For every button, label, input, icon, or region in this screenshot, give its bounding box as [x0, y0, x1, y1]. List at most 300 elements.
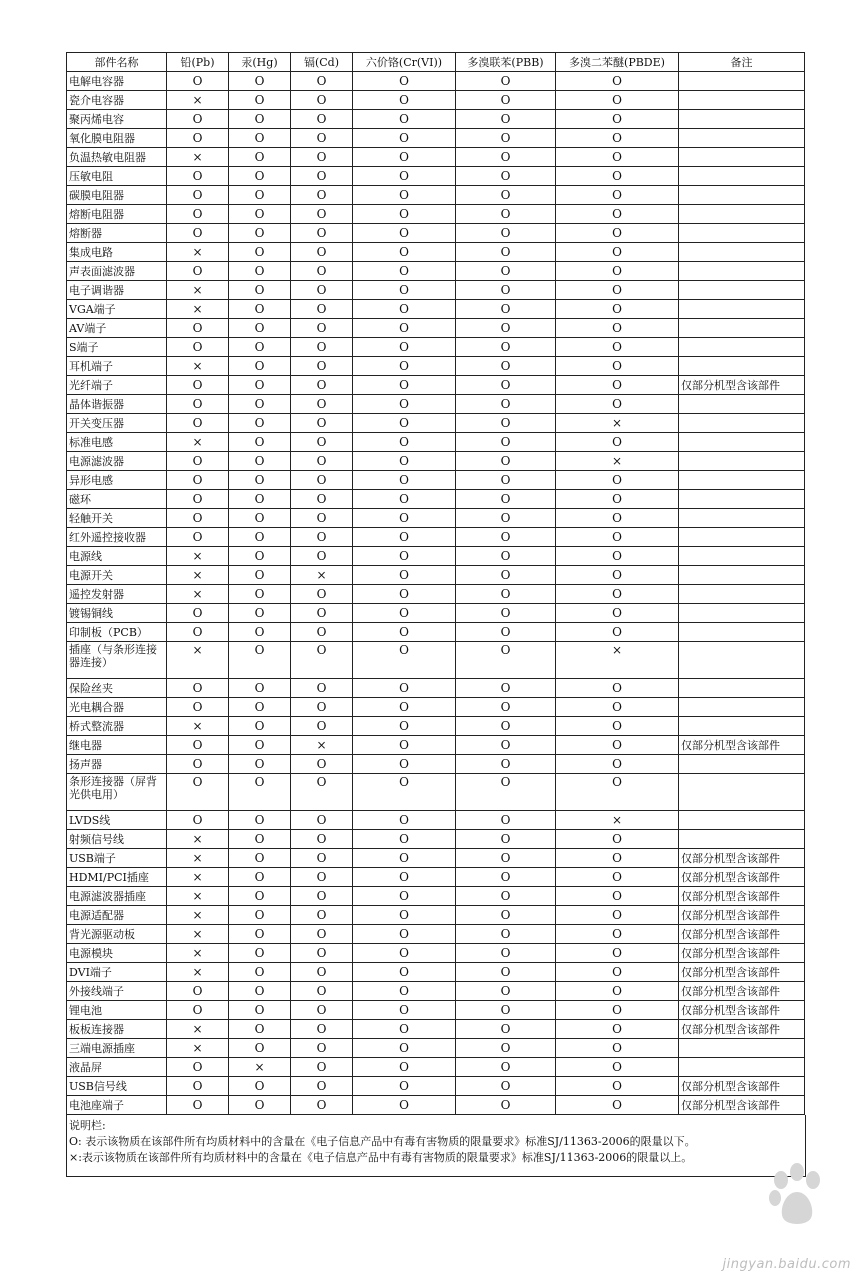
- cadmium-mark-cell: O: [291, 717, 353, 736]
- pbde-mark-cell: ×: [556, 811, 679, 830]
- remark-cell: [679, 186, 805, 205]
- mercury-mark-cell: O: [229, 623, 291, 642]
- pbb-mark-cell: O: [456, 849, 556, 868]
- lead-mark-cell: ×: [167, 300, 229, 319]
- pbde-mark-cell: O: [556, 433, 679, 452]
- lead-mark-cell: ×: [167, 925, 229, 944]
- pbb-mark-cell: O: [456, 433, 556, 452]
- hexavalent-chromium-mark-cell: O: [353, 148, 456, 167]
- pbb-mark-cell: O: [456, 1058, 556, 1077]
- cadmium-mark-cell: O: [291, 887, 353, 906]
- hexavalent-chromium-mark-cell: O: [353, 679, 456, 698]
- hexavalent-chromium-mark-cell: O: [353, 281, 456, 300]
- part-name-cell: USB信号线: [67, 1077, 167, 1096]
- hexavalent-chromium-mark-cell: O: [353, 262, 456, 281]
- lead-mark-cell: O: [167, 982, 229, 1001]
- mercury-mark-cell: O: [229, 490, 291, 509]
- table-body: [67, 72, 805, 1115]
- cadmium-mark-cell: O: [291, 205, 353, 224]
- remark-cell: [679, 300, 805, 319]
- header-mercury: 汞(Hg): [229, 53, 291, 72]
- pbb-mark-cell: O: [456, 376, 556, 395]
- hexavalent-chromium-mark-cell: O: [353, 243, 456, 262]
- pbb-mark-cell: O: [456, 167, 556, 186]
- legend-title: 说明栏:: [69, 1119, 106, 1132]
- table-row: [67, 982, 805, 1001]
- cadmium-mark-cell: O: [291, 300, 353, 319]
- part-name-cell: 氧化膜电阻器: [67, 129, 167, 148]
- part-name-cell: 耳机端子: [67, 357, 167, 376]
- lead-mark-cell: O: [167, 1096, 229, 1115]
- lead-mark-cell: O: [167, 679, 229, 698]
- pbb-mark-cell: O: [456, 679, 556, 698]
- lead-mark-cell: ×: [167, 642, 229, 679]
- cadmium-mark-cell: O: [291, 148, 353, 167]
- table-row: [67, 1058, 805, 1077]
- table-row: [67, 1001, 805, 1020]
- part-name-cell: 声表面滤波器: [67, 262, 167, 281]
- pbde-mark-cell: O: [556, 357, 679, 376]
- mercury-mark-cell: ×: [229, 1058, 291, 1077]
- mercury-mark-cell: O: [229, 376, 291, 395]
- mercury-mark-cell: O: [229, 338, 291, 357]
- mercury-mark-cell: O: [229, 471, 291, 490]
- pbb-mark-cell: O: [456, 1096, 556, 1115]
- table-row: [67, 357, 805, 376]
- remark-cell: [679, 148, 805, 167]
- pbb-mark-cell: O: [456, 148, 556, 167]
- table-row: [67, 129, 805, 148]
- lead-mark-cell: ×: [167, 906, 229, 925]
- remark-cell: [679, 357, 805, 376]
- pbde-mark-cell: O: [556, 129, 679, 148]
- table-row: [67, 887, 805, 906]
- lead-mark-cell: ×: [167, 868, 229, 887]
- remark-cell: [679, 509, 805, 528]
- mercury-mark-cell: O: [229, 963, 291, 982]
- mercury-mark-cell: O: [229, 1001, 291, 1020]
- table-row: [67, 698, 805, 717]
- part-name-cell: S端子: [67, 338, 167, 357]
- part-name-cell: 电源适配器: [67, 906, 167, 925]
- table-row: [67, 262, 805, 281]
- part-name-cell: 轻触开关: [67, 509, 167, 528]
- header-hexavalent-chromium: 六价铬(Cr(VI)): [353, 53, 456, 72]
- table-row: [67, 91, 805, 110]
- remark-cell: [679, 623, 805, 642]
- part-name-cell: 射频信号线: [67, 830, 167, 849]
- table-row: [67, 585, 805, 604]
- mercury-mark-cell: O: [229, 717, 291, 736]
- part-name-cell: 压敏电阻: [67, 167, 167, 186]
- part-name-cell: 熔断器: [67, 224, 167, 243]
- pbb-mark-cell: O: [456, 982, 556, 1001]
- remark-cell: 仅部分机型含该部件: [679, 1096, 805, 1115]
- lead-mark-cell: ×: [167, 944, 229, 963]
- hazardous-substance-table: [66, 52, 805, 1115]
- table-row: [67, 1077, 805, 1096]
- pbde-mark-cell: O: [556, 944, 679, 963]
- remark-cell: [679, 490, 805, 509]
- pbb-mark-cell: O: [456, 72, 556, 91]
- remark-cell: [679, 604, 805, 623]
- mercury-mark-cell: O: [229, 1077, 291, 1096]
- pbde-mark-cell: O: [556, 300, 679, 319]
- table-header-row: [67, 53, 805, 72]
- part-name-cell: 电池座端子: [67, 1096, 167, 1115]
- table-row: [67, 1096, 805, 1115]
- lead-mark-cell: O: [167, 452, 229, 471]
- pbb-mark-cell: O: [456, 717, 556, 736]
- part-name-cell: LVDS线: [67, 811, 167, 830]
- hexavalent-chromium-mark-cell: O: [353, 224, 456, 243]
- table-row: [67, 471, 805, 490]
- hexavalent-chromium-mark-cell: O: [353, 906, 456, 925]
- table-row: [67, 376, 805, 395]
- pbb-mark-cell: O: [456, 528, 556, 547]
- part-name-cell: 条形连接器（屏背光供电用）: [67, 774, 167, 811]
- hexavalent-chromium-mark-cell: O: [353, 1096, 456, 1115]
- table-row: [67, 433, 805, 452]
- remark-cell: [679, 243, 805, 262]
- pbb-mark-cell: O: [456, 830, 556, 849]
- part-name-cell: VGA端子: [67, 300, 167, 319]
- table-row: [67, 205, 805, 224]
- hexavalent-chromium-mark-cell: O: [353, 698, 456, 717]
- remark-cell: 仅部分机型含该部件: [679, 1077, 805, 1096]
- part-name-cell: 三端电源插座: [67, 1039, 167, 1058]
- part-name-cell: 电源开关: [67, 566, 167, 585]
- lead-mark-cell: ×: [167, 433, 229, 452]
- lead-mark-cell: ×: [167, 849, 229, 868]
- mercury-mark-cell: O: [229, 205, 291, 224]
- cadmium-mark-cell: O: [291, 357, 353, 376]
- hexavalent-chromium-mark-cell: O: [353, 395, 456, 414]
- pbb-mark-cell: O: [456, 205, 556, 224]
- hexavalent-chromium-mark-cell: O: [353, 300, 456, 319]
- table-row: [67, 736, 805, 755]
- cadmium-mark-cell: O: [291, 167, 353, 186]
- pbde-mark-cell: O: [556, 395, 679, 414]
- remark-cell: [679, 319, 805, 338]
- table-row: [67, 72, 805, 91]
- hexavalent-chromium-mark-cell: O: [353, 868, 456, 887]
- remark-cell: [679, 262, 805, 281]
- pbde-mark-cell: O: [556, 110, 679, 129]
- mercury-mark-cell: O: [229, 755, 291, 774]
- pbde-mark-cell: O: [556, 186, 679, 205]
- hexavalent-chromium-mark-cell: O: [353, 811, 456, 830]
- pbde-mark-cell: O: [556, 376, 679, 395]
- part-name-cell: 电源滤波器: [67, 452, 167, 471]
- pbde-mark-cell: O: [556, 679, 679, 698]
- cadmium-mark-cell: ×: [291, 566, 353, 585]
- lead-mark-cell: O: [167, 1058, 229, 1077]
- pbb-mark-cell: O: [456, 224, 556, 243]
- remark-cell: [679, 755, 805, 774]
- remark-cell: [679, 774, 805, 811]
- part-name-cell: 镀锡铜线: [67, 604, 167, 623]
- hexavalent-chromium-mark-cell: O: [353, 774, 456, 811]
- mercury-mark-cell: O: [229, 679, 291, 698]
- cadmium-mark-cell: O: [291, 243, 353, 262]
- remark-cell: 仅部分机型含该部件: [679, 868, 805, 887]
- lead-mark-cell: ×: [167, 566, 229, 585]
- table-row: [67, 319, 805, 338]
- mercury-mark-cell: O: [229, 319, 291, 338]
- lead-mark-cell: O: [167, 395, 229, 414]
- lead-mark-cell: O: [167, 1077, 229, 1096]
- mercury-mark-cell: O: [229, 129, 291, 148]
- hexavalent-chromium-mark-cell: O: [353, 205, 456, 224]
- mercury-mark-cell: O: [229, 91, 291, 110]
- remark-cell: [679, 72, 805, 91]
- pbde-mark-cell: ×: [556, 414, 679, 433]
- part-name-cell: 电源滤波器插座: [67, 887, 167, 906]
- cadmium-mark-cell: O: [291, 547, 353, 566]
- mercury-mark-cell: O: [229, 925, 291, 944]
- pbb-mark-cell: O: [456, 642, 556, 679]
- hazardous-substance-document: [66, 52, 804, 1177]
- lead-mark-cell: ×: [167, 91, 229, 110]
- pbb-mark-cell: O: [456, 925, 556, 944]
- mercury-mark-cell: O: [229, 1020, 291, 1039]
- part-name-cell: USB端子: [67, 849, 167, 868]
- hexavalent-chromium-mark-cell: O: [353, 547, 456, 566]
- remark-cell: [679, 811, 805, 830]
- cadmium-mark-cell: O: [291, 944, 353, 963]
- mercury-mark-cell: O: [229, 1039, 291, 1058]
- cadmium-mark-cell: O: [291, 963, 353, 982]
- mercury-mark-cell: O: [229, 528, 291, 547]
- lead-mark-cell: ×: [167, 148, 229, 167]
- cadmium-mark-cell: O: [291, 262, 353, 281]
- cadmium-mark-cell: O: [291, 338, 353, 357]
- part-name-cell: 聚丙烯电容: [67, 110, 167, 129]
- cadmium-mark-cell: O: [291, 774, 353, 811]
- hexavalent-chromium-mark-cell: O: [353, 490, 456, 509]
- remark-cell: 仅部分机型含该部件: [679, 944, 805, 963]
- mercury-mark-cell: O: [229, 414, 291, 433]
- mercury-mark-cell: O: [229, 944, 291, 963]
- hexavalent-chromium-mark-cell: O: [353, 129, 456, 148]
- pbb-mark-cell: O: [456, 262, 556, 281]
- hexavalent-chromium-mark-cell: O: [353, 566, 456, 585]
- cadmium-mark-cell: O: [291, 395, 353, 414]
- part-name-cell: 遥控发射器: [67, 585, 167, 604]
- lead-mark-cell: ×: [167, 963, 229, 982]
- cadmium-mark-cell: O: [291, 1039, 353, 1058]
- mercury-mark-cell: O: [229, 887, 291, 906]
- pbb-mark-cell: O: [456, 698, 556, 717]
- remark-cell: [679, 528, 805, 547]
- pbb-mark-cell: O: [456, 868, 556, 887]
- remark-cell: [679, 1058, 805, 1077]
- hexavalent-chromium-mark-cell: O: [353, 1039, 456, 1058]
- pbde-mark-cell: ×: [556, 642, 679, 679]
- pbde-mark-cell: O: [556, 1096, 679, 1115]
- lead-mark-cell: O: [167, 72, 229, 91]
- pbde-mark-cell: O: [556, 717, 679, 736]
- pbb-mark-cell: O: [456, 604, 556, 623]
- pbb-mark-cell: O: [456, 623, 556, 642]
- pbb-mark-cell: O: [456, 129, 556, 148]
- cadmium-mark-cell: O: [291, 755, 353, 774]
- pbde-mark-cell: O: [556, 774, 679, 811]
- table-row: [67, 566, 805, 585]
- hexavalent-chromium-mark-cell: O: [353, 736, 456, 755]
- remark-cell: 仅部分机型含该部件: [679, 963, 805, 982]
- table-row: [67, 243, 805, 262]
- table-row: [67, 623, 805, 642]
- lead-mark-cell: ×: [167, 243, 229, 262]
- table-row: [67, 811, 805, 830]
- pbb-mark-cell: O: [456, 1077, 556, 1096]
- mercury-mark-cell: O: [229, 243, 291, 262]
- part-name-cell: 印制板（PCB）: [67, 623, 167, 642]
- table-row: [67, 906, 805, 925]
- remark-cell: 仅部分机型含该部件: [679, 887, 805, 906]
- pbde-mark-cell: O: [556, 509, 679, 528]
- pbde-mark-cell: O: [556, 148, 679, 167]
- hexavalent-chromium-mark-cell: O: [353, 642, 456, 679]
- remark-cell: [679, 281, 805, 300]
- lead-mark-cell: O: [167, 471, 229, 490]
- pbb-mark-cell: O: [456, 110, 556, 129]
- header-remarks: 备注: [679, 53, 805, 72]
- lead-mark-cell: O: [167, 736, 229, 755]
- pbde-mark-cell: O: [556, 906, 679, 925]
- hexavalent-chromium-mark-cell: O: [353, 319, 456, 338]
- mercury-mark-cell: O: [229, 830, 291, 849]
- hexavalent-chromium-mark-cell: O: [353, 167, 456, 186]
- mercury-mark-cell: O: [229, 281, 291, 300]
- cadmium-mark-cell: O: [291, 811, 353, 830]
- cadmium-mark-cell: O: [291, 849, 353, 868]
- mercury-mark-cell: O: [229, 811, 291, 830]
- table-row: [67, 604, 805, 623]
- mercury-mark-cell: O: [229, 148, 291, 167]
- cadmium-mark-cell: O: [291, 604, 353, 623]
- pbb-mark-cell: O: [456, 395, 556, 414]
- table-row: [67, 338, 805, 357]
- mercury-mark-cell: O: [229, 642, 291, 679]
- remark-cell: [679, 433, 805, 452]
- lead-mark-cell: O: [167, 186, 229, 205]
- pbde-mark-cell: O: [556, 471, 679, 490]
- lead-mark-cell: O: [167, 129, 229, 148]
- lead-mark-cell: O: [167, 167, 229, 186]
- part-name-cell: 保险丝夹: [67, 679, 167, 698]
- lead-mark-cell: O: [167, 224, 229, 243]
- cadmium-mark-cell: O: [291, 186, 353, 205]
- part-name-cell: 锂电池: [67, 1001, 167, 1020]
- pbb-mark-cell: O: [456, 1001, 556, 1020]
- remark-cell: [679, 698, 805, 717]
- cadmium-mark-cell: O: [291, 319, 353, 338]
- pbb-mark-cell: O: [456, 1039, 556, 1058]
- lead-mark-cell: ×: [167, 887, 229, 906]
- remark-cell: [679, 830, 805, 849]
- cadmium-mark-cell: O: [291, 414, 353, 433]
- cadmium-mark-cell: O: [291, 452, 353, 471]
- table-row: [67, 1020, 805, 1039]
- lead-mark-cell: O: [167, 414, 229, 433]
- remark-cell: [679, 205, 805, 224]
- pbb-mark-cell: O: [456, 509, 556, 528]
- mercury-mark-cell: O: [229, 224, 291, 243]
- hexavalent-chromium-mark-cell: O: [353, 849, 456, 868]
- table-row: [67, 300, 805, 319]
- lead-mark-cell: O: [167, 755, 229, 774]
- cadmium-mark-cell: O: [291, 1077, 353, 1096]
- cadmium-mark-cell: O: [291, 110, 353, 129]
- table-row: [67, 528, 805, 547]
- remark-cell: [679, 547, 805, 566]
- pbde-mark-cell: O: [556, 547, 679, 566]
- hexavalent-chromium-mark-cell: O: [353, 623, 456, 642]
- part-name-cell: DVI端子: [67, 963, 167, 982]
- cadmium-mark-cell: O: [291, 376, 353, 395]
- remark-cell: [679, 224, 805, 243]
- mercury-mark-cell: O: [229, 868, 291, 887]
- pbb-mark-cell: O: [456, 774, 556, 811]
- pbde-mark-cell: O: [556, 72, 679, 91]
- mercury-mark-cell: O: [229, 849, 291, 868]
- cadmium-mark-cell: O: [291, 91, 353, 110]
- part-name-cell: 板板连接器: [67, 1020, 167, 1039]
- header-cadmium: 镉(Cd): [291, 53, 353, 72]
- legend-line-o: O: 表示该物质在该部件所有均质材料中的含量在《电子信息产品中有毒有害物质的限量要求》标准SJ/11363-2006的限量以下。: [69, 1135, 696, 1148]
- hexavalent-chromium-mark-cell: O: [353, 1058, 456, 1077]
- table-row: [67, 830, 805, 849]
- pbde-mark-cell: O: [556, 1001, 679, 1020]
- pbb-mark-cell: O: [456, 906, 556, 925]
- lead-mark-cell: O: [167, 774, 229, 811]
- remark-cell: [679, 110, 805, 129]
- mercury-mark-cell: O: [229, 509, 291, 528]
- lead-mark-cell: ×: [167, 357, 229, 376]
- pbde-mark-cell: O: [556, 1039, 679, 1058]
- pbde-mark-cell: O: [556, 1058, 679, 1077]
- pbde-mark-cell: O: [556, 982, 679, 1001]
- pbb-mark-cell: O: [456, 243, 556, 262]
- hexavalent-chromium-mark-cell: O: [353, 338, 456, 357]
- pbb-mark-cell: O: [456, 357, 556, 376]
- mercury-mark-cell: O: [229, 585, 291, 604]
- lead-mark-cell: ×: [167, 585, 229, 604]
- pbde-mark-cell: O: [556, 319, 679, 338]
- part-name-cell: 磁环: [67, 490, 167, 509]
- lead-mark-cell: O: [167, 604, 229, 623]
- hexavalent-chromium-mark-cell: O: [353, 887, 456, 906]
- part-name-cell: 电源模块: [67, 944, 167, 963]
- cadmium-mark-cell: O: [291, 642, 353, 679]
- cadmium-mark-cell: O: [291, 585, 353, 604]
- hexavalent-chromium-mark-cell: O: [353, 509, 456, 528]
- table-row: [67, 679, 805, 698]
- hexavalent-chromium-mark-cell: O: [353, 72, 456, 91]
- lead-mark-cell: O: [167, 528, 229, 547]
- cadmium-mark-cell: O: [291, 72, 353, 91]
- mercury-mark-cell: O: [229, 110, 291, 129]
- lead-mark-cell: ×: [167, 281, 229, 300]
- cadmium-mark-cell: O: [291, 224, 353, 243]
- part-name-cell: 电解电容器: [67, 72, 167, 91]
- table-row: [67, 774, 805, 811]
- pbb-mark-cell: O: [456, 963, 556, 982]
- hexavalent-chromium-mark-cell: O: [353, 452, 456, 471]
